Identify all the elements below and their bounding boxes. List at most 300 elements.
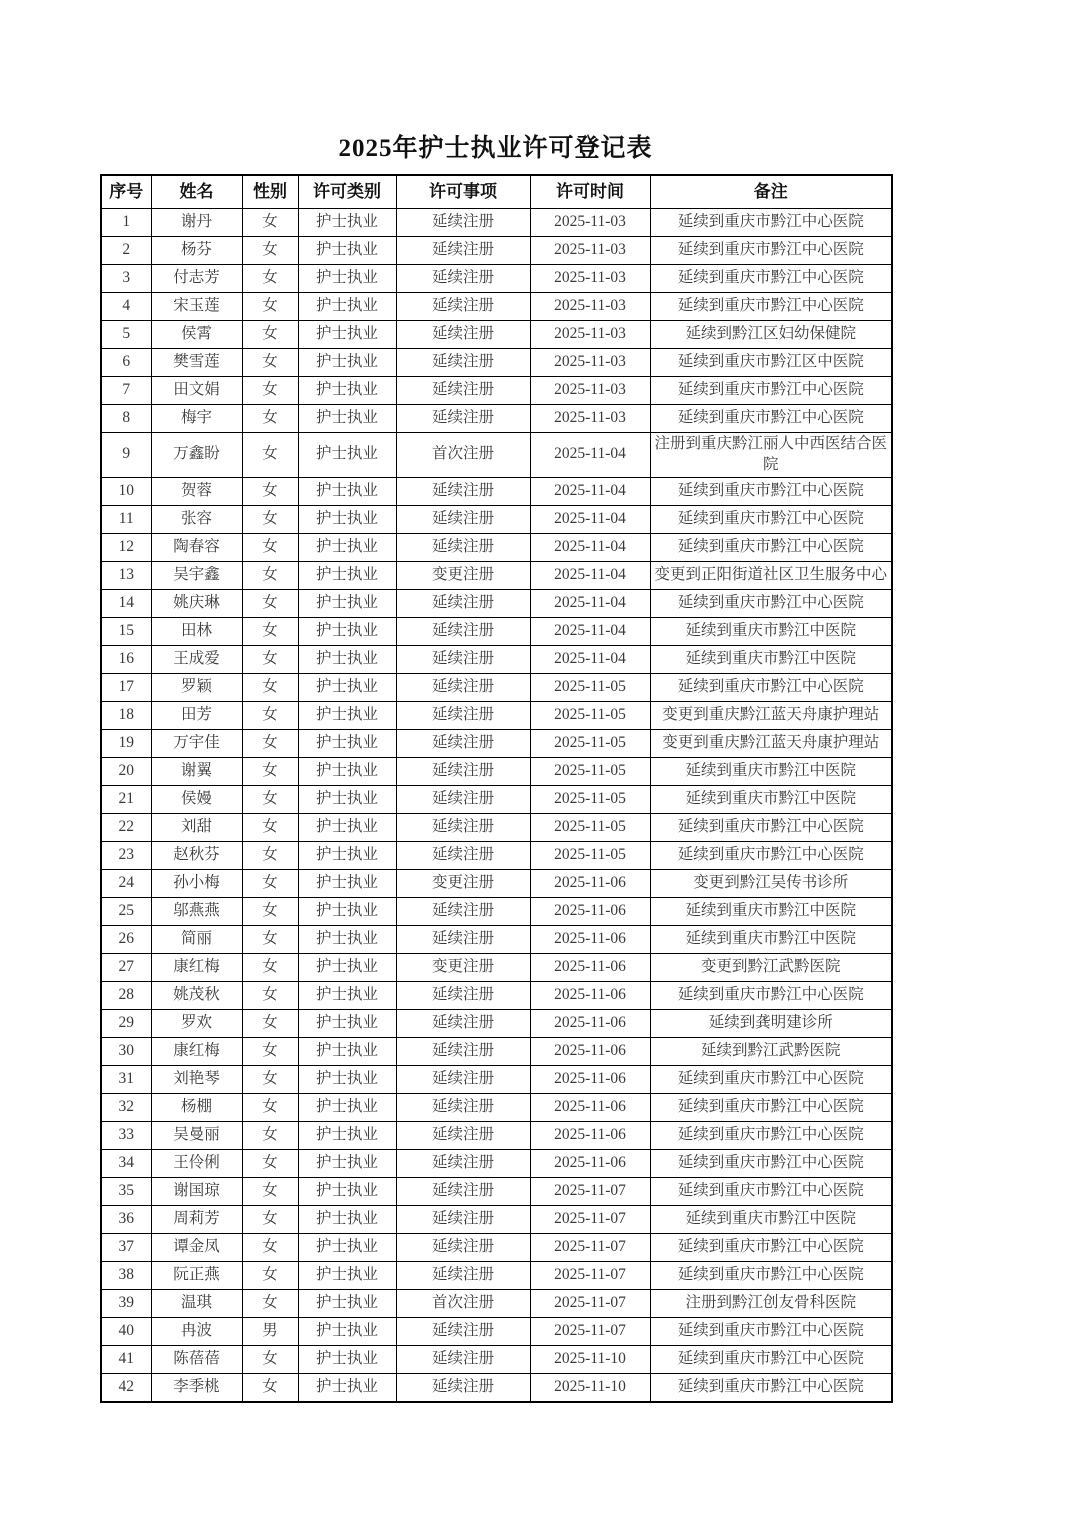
cell-item: 变更注册 xyxy=(396,869,530,897)
cell-remark: 延续到重庆市黔江中心医院 xyxy=(650,237,892,265)
cell-date: 2025-11-04 xyxy=(530,433,650,478)
cell-date: 2025-11-03 xyxy=(530,209,650,237)
cell-name: 万鑫盼 xyxy=(151,433,242,478)
cell-item: 延续注册 xyxy=(396,1177,530,1205)
cell-item: 延续注册 xyxy=(396,729,530,757)
cell-gender: 女 xyxy=(242,1065,298,1093)
cell-name: 田文娟 xyxy=(151,377,242,405)
column-header-item: 许可事项 xyxy=(396,175,530,209)
cell-gender: 女 xyxy=(242,533,298,561)
cell-category: 护士执业 xyxy=(298,1121,396,1149)
cell-gender: 女 xyxy=(242,293,298,321)
table-row xyxy=(101,981,892,1009)
cell-seq: 13 xyxy=(101,561,151,589)
table-row xyxy=(101,1205,892,1233)
cell-remark: 延续到重庆市黔江中心医院 xyxy=(650,673,892,701)
cell-name: 谢国琼 xyxy=(151,1177,242,1205)
cell-gender: 女 xyxy=(242,813,298,841)
cell-name: 冉波 xyxy=(151,1317,242,1345)
cell-name: 赵秋芬 xyxy=(151,841,242,869)
cell-gender: 男 xyxy=(242,1317,298,1345)
table-row xyxy=(101,673,892,701)
cell-date: 2025-11-04 xyxy=(530,533,650,561)
cell-name: 侯嫚 xyxy=(151,785,242,813)
cell-category: 护士执业 xyxy=(298,729,396,757)
table-row xyxy=(101,1065,892,1093)
table-row xyxy=(101,1009,892,1037)
table-row xyxy=(101,293,892,321)
cell-seq: 4 xyxy=(101,293,151,321)
cell-category: 护士执业 xyxy=(298,1289,396,1317)
cell-date: 2025-11-05 xyxy=(530,785,650,813)
column-header-gender: 性别 xyxy=(242,175,298,209)
cell-seq: 37 xyxy=(101,1233,151,1261)
cell-item: 延续注册 xyxy=(396,785,530,813)
cell-date: 2025-11-05 xyxy=(530,673,650,701)
cell-category: 护士执业 xyxy=(298,953,396,981)
cell-name: 田芳 xyxy=(151,701,242,729)
cell-gender: 女 xyxy=(242,897,298,925)
cell-gender: 女 xyxy=(242,1289,298,1317)
cell-seq: 11 xyxy=(101,505,151,533)
cell-seq: 41 xyxy=(101,1345,151,1373)
header-row xyxy=(101,175,892,209)
cell-category: 护士执业 xyxy=(298,405,396,433)
cell-gender: 女 xyxy=(242,1373,298,1402)
cell-name: 简丽 xyxy=(151,925,242,953)
cell-item: 延续注册 xyxy=(396,349,530,377)
cell-seq: 20 xyxy=(101,757,151,785)
cell-date: 2025-11-07 xyxy=(530,1205,650,1233)
table-row xyxy=(101,477,892,505)
cell-category: 护士执业 xyxy=(298,1261,396,1289)
cell-seq: 8 xyxy=(101,405,151,433)
cell-name: 姚茂秋 xyxy=(151,981,242,1009)
cell-date: 2025-11-10 xyxy=(530,1373,650,1402)
cell-item: 延续注册 xyxy=(396,841,530,869)
cell-item: 延续注册 xyxy=(396,533,530,561)
table-row xyxy=(101,1289,892,1317)
table-row xyxy=(101,321,892,349)
cell-item: 延续注册 xyxy=(396,1317,530,1345)
cell-category: 护士执业 xyxy=(298,981,396,1009)
cell-item: 延续注册 xyxy=(396,209,530,237)
cell-gender: 女 xyxy=(242,1233,298,1261)
cell-seq: 16 xyxy=(101,645,151,673)
cell-remark: 延续到龚明建诊所 xyxy=(650,1009,892,1037)
cell-seq: 10 xyxy=(101,477,151,505)
cell-name: 谭金凤 xyxy=(151,1233,242,1261)
cell-date: 2025-11-05 xyxy=(530,813,650,841)
cell-item: 延续注册 xyxy=(396,1093,530,1121)
table-row xyxy=(101,1093,892,1121)
cell-remark: 变更到黔江武黔医院 xyxy=(650,953,892,981)
cell-item: 首次注册 xyxy=(396,433,530,478)
cell-remark: 延续到重庆市黔江中心医院 xyxy=(650,813,892,841)
cell-category: 护士执业 xyxy=(298,1009,396,1037)
cell-name: 罗欢 xyxy=(151,1009,242,1037)
cell-item: 延续注册 xyxy=(396,897,530,925)
cell-date: 2025-11-04 xyxy=(530,589,650,617)
column-header-date: 许可时间 xyxy=(530,175,650,209)
cell-remark: 延续到重庆市黔江中心医院 xyxy=(650,981,892,1009)
table-row xyxy=(101,617,892,645)
cell-remark: 延续到重庆市黔江中医院 xyxy=(650,1205,892,1233)
cell-gender: 女 xyxy=(242,237,298,265)
cell-gender: 女 xyxy=(242,1121,298,1149)
cell-gender: 女 xyxy=(242,209,298,237)
cell-date: 2025-11-06 xyxy=(530,897,650,925)
cell-name: 谢翼 xyxy=(151,757,242,785)
cell-category: 护士执业 xyxy=(298,757,396,785)
cell-name: 陈蓓蓓 xyxy=(151,1345,242,1373)
cell-category: 护士执业 xyxy=(298,925,396,953)
cell-item: 延续注册 xyxy=(396,237,530,265)
cell-remark: 延续到重庆市黔江中心医院 xyxy=(650,1317,892,1345)
cell-date: 2025-11-03 xyxy=(530,377,650,405)
table-row xyxy=(101,1233,892,1261)
cell-name: 孙小梅 xyxy=(151,869,242,897)
cell-seq: 39 xyxy=(101,1289,151,1317)
cell-category: 护士执业 xyxy=(298,1037,396,1065)
cell-date: 2025-11-07 xyxy=(530,1261,650,1289)
cell-remark: 延续到重庆市黔江中医院 xyxy=(650,785,892,813)
cell-seq: 19 xyxy=(101,729,151,757)
cell-category: 护士执业 xyxy=(298,1093,396,1121)
cell-remark: 延续到重庆市黔江中心医院 xyxy=(650,405,892,433)
cell-remark: 延续到重庆市黔江中心医院 xyxy=(650,377,892,405)
cell-remark: 延续到重庆市黔江中心医院 xyxy=(650,505,892,533)
cell-seq: 36 xyxy=(101,1205,151,1233)
column-header-category: 许可类别 xyxy=(298,175,396,209)
cell-category: 护士执业 xyxy=(298,1177,396,1205)
cell-date: 2025-11-06 xyxy=(530,981,650,1009)
table-header xyxy=(101,175,892,209)
cell-seq: 15 xyxy=(101,617,151,645)
cell-seq: 5 xyxy=(101,321,151,349)
cell-name: 刘艳琴 xyxy=(151,1065,242,1093)
document-page xyxy=(100,128,891,1403)
cell-date: 2025-11-03 xyxy=(530,349,650,377)
cell-category: 护士执业 xyxy=(298,533,396,561)
cell-remark: 延续到重庆市黔江中心医院 xyxy=(650,1177,892,1205)
cell-category: 护士执业 xyxy=(298,701,396,729)
cell-category: 护士执业 xyxy=(298,841,396,869)
table-row xyxy=(101,897,892,925)
cell-gender: 女 xyxy=(242,701,298,729)
cell-remark: 延续到重庆市黔江中心医院 xyxy=(650,1233,892,1261)
cell-seq: 40 xyxy=(101,1317,151,1345)
cell-item: 延续注册 xyxy=(396,1233,530,1261)
cell-date: 2025-11-04 xyxy=(530,505,650,533)
cell-category: 护士执业 xyxy=(298,477,396,505)
cell-remark: 延续到重庆市黔江中心医院 xyxy=(650,209,892,237)
cell-seq: 9 xyxy=(101,433,151,478)
cell-item: 变更注册 xyxy=(396,953,530,981)
cell-gender: 女 xyxy=(242,953,298,981)
table-row xyxy=(101,757,892,785)
table-row xyxy=(101,349,892,377)
table-row xyxy=(101,729,892,757)
cell-date: 2025-11-06 xyxy=(530,1121,650,1149)
cell-category: 护士执业 xyxy=(298,589,396,617)
cell-gender: 女 xyxy=(242,1009,298,1037)
cell-item: 延续注册 xyxy=(396,589,530,617)
cell-name: 吴曼丽 xyxy=(151,1121,242,1149)
cell-name: 张容 xyxy=(151,505,242,533)
table-row xyxy=(101,1261,892,1289)
cell-name: 李季桃 xyxy=(151,1373,242,1402)
cell-item: 延续注册 xyxy=(396,925,530,953)
cell-gender: 女 xyxy=(242,1093,298,1121)
cell-remark: 延续到重庆市黔江中医院 xyxy=(650,645,892,673)
cell-item: 延续注册 xyxy=(396,1009,530,1037)
cell-item: 延续注册 xyxy=(396,405,530,433)
cell-name: 姚庆琳 xyxy=(151,589,242,617)
table-row xyxy=(101,869,892,897)
cell-date: 2025-11-04 xyxy=(530,477,650,505)
cell-name: 樊雪莲 xyxy=(151,349,242,377)
cell-item: 变更注册 xyxy=(396,561,530,589)
cell-item: 延续注册 xyxy=(396,813,530,841)
cell-gender: 女 xyxy=(242,757,298,785)
cell-gender: 女 xyxy=(242,925,298,953)
cell-gender: 女 xyxy=(242,617,298,645)
column-header-remark: 备注 xyxy=(650,175,892,209)
cell-item: 延续注册 xyxy=(396,701,530,729)
cell-category: 护士执业 xyxy=(298,265,396,293)
cell-remark: 变更到正阳街道社区卫生服务中心 xyxy=(650,561,892,589)
cell-seq: 17 xyxy=(101,673,151,701)
table-body xyxy=(101,209,892,1402)
cell-remark: 延续到重庆市黔江中心医院 xyxy=(650,841,892,869)
cell-item: 延续注册 xyxy=(396,1149,530,1177)
cell-date: 2025-11-03 xyxy=(530,405,650,433)
cell-remark: 变更到黔江吴传书诊所 xyxy=(650,869,892,897)
cell-seq: 3 xyxy=(101,265,151,293)
cell-category: 护士执业 xyxy=(298,377,396,405)
cell-name: 贺蓉 xyxy=(151,477,242,505)
cell-date: 2025-11-07 xyxy=(530,1233,650,1261)
cell-category: 护士执业 xyxy=(298,673,396,701)
table-row xyxy=(101,1345,892,1373)
cell-item: 延续注册 xyxy=(396,1345,530,1373)
cell-remark: 延续到重庆市黔江中医院 xyxy=(650,617,892,645)
cell-item: 延续注册 xyxy=(396,1373,530,1402)
cell-remark: 延续到重庆市黔江中医院 xyxy=(650,757,892,785)
cell-item: 延续注册 xyxy=(396,1065,530,1093)
cell-seq: 1 xyxy=(101,209,151,237)
table-row xyxy=(101,237,892,265)
cell-item: 延续注册 xyxy=(396,377,530,405)
cell-name: 康红梅 xyxy=(151,1037,242,1065)
cell-remark: 延续到重庆市黔江中心医院 xyxy=(650,533,892,561)
cell-remark: 延续到重庆市黔江中心医院 xyxy=(650,265,892,293)
cell-date: 2025-11-07 xyxy=(530,1289,650,1317)
cell-date: 2025-11-03 xyxy=(530,265,650,293)
cell-name: 宋玉莲 xyxy=(151,293,242,321)
cell-date: 2025-11-04 xyxy=(530,617,650,645)
cell-category: 护士执业 xyxy=(298,645,396,673)
cell-remark: 延续到黔江武黔医院 xyxy=(650,1037,892,1065)
table-row xyxy=(101,1177,892,1205)
cell-seq: 22 xyxy=(101,813,151,841)
cell-name: 温琪 xyxy=(151,1289,242,1317)
cell-name: 王成爱 xyxy=(151,645,242,673)
cell-seq: 31 xyxy=(101,1065,151,1093)
cell-name: 杨棚 xyxy=(151,1093,242,1121)
table-row xyxy=(101,1149,892,1177)
cell-item: 延续注册 xyxy=(396,645,530,673)
cell-name: 梅宇 xyxy=(151,405,242,433)
table-row xyxy=(101,533,892,561)
table-row xyxy=(101,209,892,237)
cell-item: 延续注册 xyxy=(396,505,530,533)
cell-category: 护士执业 xyxy=(298,897,396,925)
cell-name: 吴宇鑫 xyxy=(151,561,242,589)
cell-item: 延续注册 xyxy=(396,1121,530,1149)
cell-category: 护士执业 xyxy=(298,617,396,645)
cell-remark: 延续到重庆市黔江中心医院 xyxy=(650,477,892,505)
cell-seq: 26 xyxy=(101,925,151,953)
cell-remark: 注册到重庆黔江丽人中西医结合医院 xyxy=(650,433,892,478)
cell-item: 延续注册 xyxy=(396,477,530,505)
cell-item: 延续注册 xyxy=(396,1205,530,1233)
cell-seq: 2 xyxy=(101,237,151,265)
cell-gender: 女 xyxy=(242,841,298,869)
cell-name: 王伶俐 xyxy=(151,1149,242,1177)
cell-seq: 27 xyxy=(101,953,151,981)
cell-seq: 32 xyxy=(101,1093,151,1121)
table-row xyxy=(101,589,892,617)
cell-date: 2025-11-04 xyxy=(530,561,650,589)
cell-date: 2025-11-06 xyxy=(530,1093,650,1121)
cell-category: 护士执业 xyxy=(298,785,396,813)
cell-name: 付志芳 xyxy=(151,265,242,293)
cell-remark: 延续到重庆市黔江中心医院 xyxy=(650,293,892,321)
cell-gender: 女 xyxy=(242,561,298,589)
cell-date: 2025-11-03 xyxy=(530,237,650,265)
cell-gender: 女 xyxy=(242,673,298,701)
cell-date: 2025-11-06 xyxy=(530,1009,650,1037)
cell-date: 2025-11-03 xyxy=(530,293,650,321)
cell-gender: 女 xyxy=(242,477,298,505)
cell-remark: 延续到重庆市黔江中心医院 xyxy=(650,1261,892,1289)
cell-name: 邬燕燕 xyxy=(151,897,242,925)
cell-seq: 12 xyxy=(101,533,151,561)
table-row xyxy=(101,953,892,981)
table-row xyxy=(101,433,892,478)
cell-category: 护士执业 xyxy=(298,293,396,321)
table-row xyxy=(101,1373,892,1402)
cell-seq: 38 xyxy=(101,1261,151,1289)
table-row xyxy=(101,925,892,953)
cell-date: 2025-11-06 xyxy=(530,953,650,981)
cell-gender: 女 xyxy=(242,981,298,1009)
table-row xyxy=(101,785,892,813)
table-row xyxy=(101,1317,892,1345)
cell-remark: 延续到重庆市黔江中心医院 xyxy=(650,1345,892,1373)
cell-item: 延续注册 xyxy=(396,321,530,349)
table-row xyxy=(101,505,892,533)
cell-category: 护士执业 xyxy=(298,1233,396,1261)
table-row xyxy=(101,701,892,729)
column-header-seq: 序号 xyxy=(101,175,151,209)
cell-gender: 女 xyxy=(242,645,298,673)
cell-item: 延续注册 xyxy=(396,265,530,293)
cell-seq: 7 xyxy=(101,377,151,405)
cell-gender: 女 xyxy=(242,377,298,405)
cell-seq: 33 xyxy=(101,1121,151,1149)
cell-seq: 24 xyxy=(101,869,151,897)
table-row xyxy=(101,1037,892,1065)
cell-seq: 28 xyxy=(101,981,151,1009)
cell-item: 首次注册 xyxy=(396,1289,530,1317)
cell-gender: 女 xyxy=(242,729,298,757)
registration-table xyxy=(100,174,893,1403)
cell-remark: 延续到重庆市黔江中心医院 xyxy=(650,1093,892,1121)
table-row xyxy=(101,405,892,433)
cell-category: 护士执业 xyxy=(298,1065,396,1093)
cell-category: 护士执业 xyxy=(298,433,396,478)
cell-remark: 延续到重庆市黔江中心医院 xyxy=(650,1121,892,1149)
cell-date: 2025-11-05 xyxy=(530,757,650,785)
cell-name: 罗颖 xyxy=(151,673,242,701)
cell-category: 护士执业 xyxy=(298,561,396,589)
cell-item: 延续注册 xyxy=(396,981,530,1009)
cell-name: 阮正燕 xyxy=(151,1261,242,1289)
cell-name: 周莉芳 xyxy=(151,1205,242,1233)
cell-remark: 变更到重庆黔江蓝天舟康护理站 xyxy=(650,729,892,757)
cell-name: 谢丹 xyxy=(151,209,242,237)
cell-gender: 女 xyxy=(242,785,298,813)
cell-seq: 35 xyxy=(101,1177,151,1205)
cell-category: 护士执业 xyxy=(298,813,396,841)
table-row xyxy=(101,645,892,673)
cell-gender: 女 xyxy=(242,1345,298,1373)
table-row xyxy=(101,1121,892,1149)
cell-item: 延续注册 xyxy=(396,1261,530,1289)
cell-name: 康红梅 xyxy=(151,953,242,981)
cell-gender: 女 xyxy=(242,433,298,478)
cell-item: 延续注册 xyxy=(396,673,530,701)
cell-category: 护士执业 xyxy=(298,1317,396,1345)
cell-remark: 延续到重庆市黔江中心医院 xyxy=(650,589,892,617)
cell-remark: 延续到重庆市黔江中医院 xyxy=(650,925,892,953)
cell-gender: 女 xyxy=(242,405,298,433)
cell-remark: 延续到黔江区妇幼保健院 xyxy=(650,321,892,349)
cell-name: 田林 xyxy=(151,617,242,645)
cell-seq: 21 xyxy=(101,785,151,813)
cell-gender: 女 xyxy=(242,1177,298,1205)
cell-gender: 女 xyxy=(242,1205,298,1233)
cell-date: 2025-11-06 xyxy=(530,869,650,897)
cell-item: 延续注册 xyxy=(396,617,530,645)
table-row xyxy=(101,813,892,841)
cell-seq: 23 xyxy=(101,841,151,869)
cell-category: 护士执业 xyxy=(298,505,396,533)
cell-item: 延续注册 xyxy=(396,757,530,785)
cell-seq: 18 xyxy=(101,701,151,729)
cell-gender: 女 xyxy=(242,869,298,897)
cell-remark: 延续到重庆市黔江中心医院 xyxy=(650,1373,892,1402)
cell-date: 2025-11-07 xyxy=(530,1317,650,1345)
cell-category: 护士执业 xyxy=(298,209,396,237)
cell-gender: 女 xyxy=(242,1149,298,1177)
cell-date: 2025-11-05 xyxy=(530,729,650,757)
cell-remark: 注册到黔江创友骨科医院 xyxy=(650,1289,892,1317)
cell-date: 2025-11-06 xyxy=(530,925,650,953)
